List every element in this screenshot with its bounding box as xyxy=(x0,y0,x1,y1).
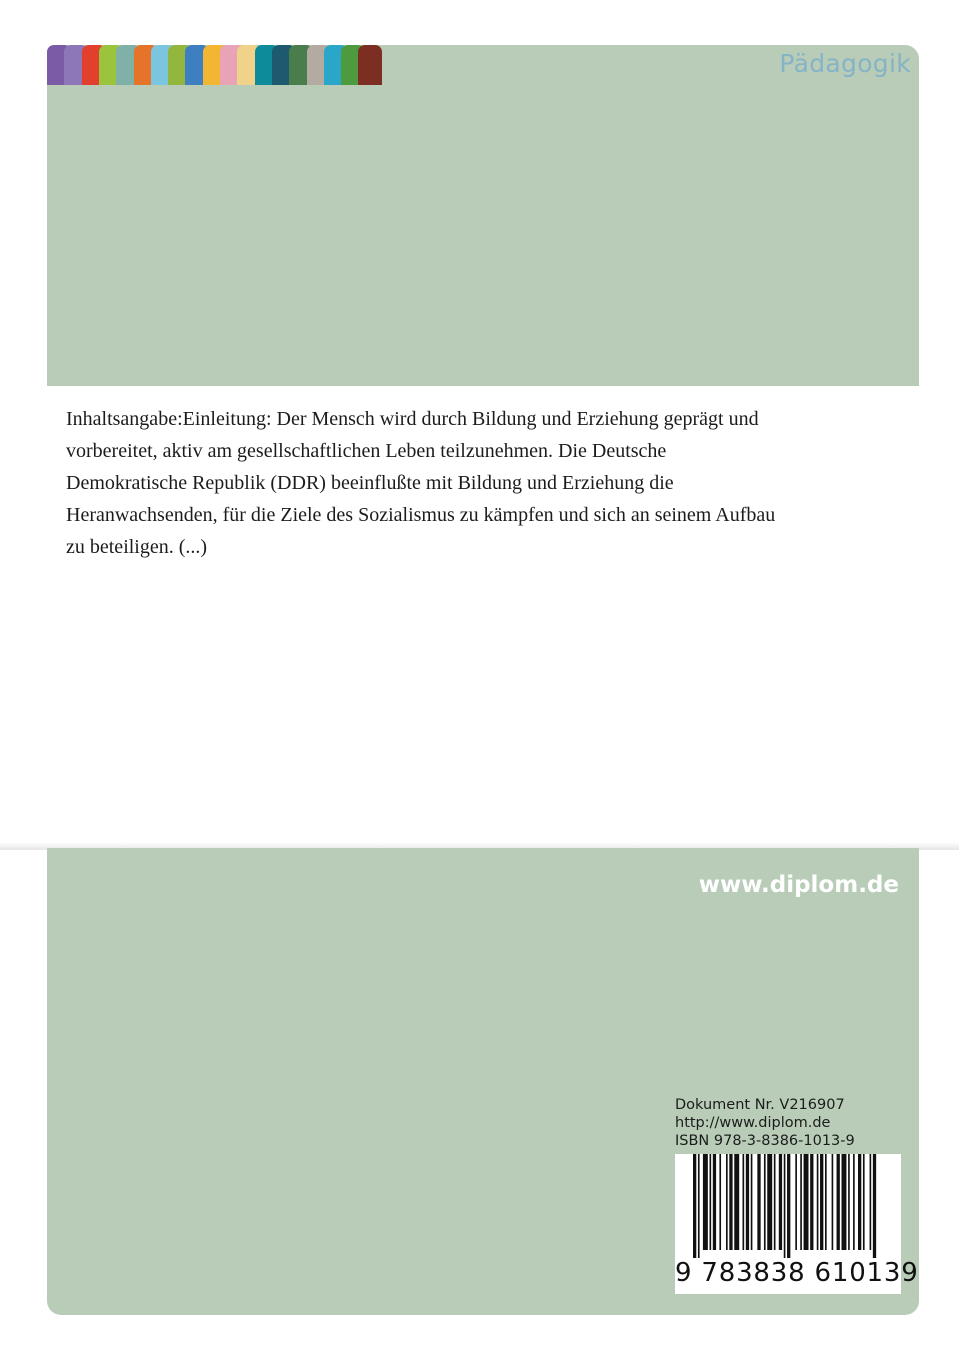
barcode-bar xyxy=(842,1154,847,1250)
barcode-bar xyxy=(787,1154,790,1258)
bottom-cover-panel xyxy=(47,848,919,1315)
barcode-bar xyxy=(751,1154,753,1250)
barcode-bar xyxy=(820,1154,823,1250)
barcode-bar xyxy=(746,1154,749,1250)
barcode-bar xyxy=(703,1154,708,1250)
barcode-bar xyxy=(784,1154,786,1258)
website-label: www.diplom.de xyxy=(698,872,899,898)
barcode-bar xyxy=(710,1154,712,1250)
book-blurb: Inhaltsangabe:Einleitung: Der Mensch wird durch Bildung und Erziehung geprägt und vorbereitet, aktiv am gesellschaftlichen Leben teilzunehmen. Die Deutsche Demokratische Republik (DDR) beeinflußte mit Bildung und Erziehung die Heranwachsenden, für die Ziele des Sozialismus zu kämpfen und sich an seinem Aufbau zu beteiligen. (...) xyxy=(66,408,776,558)
barcode-bar xyxy=(743,1154,745,1250)
category-label: Pädagogik xyxy=(779,49,911,78)
barcode-bar xyxy=(767,1154,772,1250)
barcode-bar xyxy=(764,1154,766,1250)
document-url: http://www.diplom.de xyxy=(675,1115,831,1131)
barcode-bar xyxy=(825,1154,827,1250)
isbn-number: ISBN 978-3-8386-1013-9 xyxy=(675,1133,855,1149)
barcode-bar xyxy=(873,1154,876,1258)
barcode-bar xyxy=(810,1154,813,1250)
barcode-bar xyxy=(774,1154,776,1250)
barcode-bar xyxy=(779,1154,782,1250)
barcode-bar xyxy=(858,1154,861,1250)
barcode-bar xyxy=(870,1154,872,1250)
barcode-bar xyxy=(853,1154,855,1250)
document-info xyxy=(675,1096,855,1150)
barcode-bar xyxy=(726,1154,728,1250)
barcode-bar xyxy=(863,1154,865,1250)
barcode-digits: 9 783838 610139 xyxy=(675,1258,919,1288)
barcode-bar xyxy=(757,1154,760,1250)
barcode-bar xyxy=(795,1154,797,1250)
barcode-bar xyxy=(817,1154,819,1250)
barcode-bar xyxy=(713,1154,716,1250)
barcode-bar xyxy=(848,1154,850,1250)
color-tab xyxy=(358,45,382,85)
document-number: Dokument Nr. V216907 xyxy=(675,1097,845,1113)
top-cover-panel xyxy=(47,45,919,386)
barcode-bar xyxy=(719,1154,721,1250)
barcode-bar xyxy=(698,1154,700,1258)
barcode-bar xyxy=(837,1154,840,1250)
barcode-bars-icon xyxy=(693,1154,883,1258)
barcode-bar xyxy=(734,1154,739,1250)
barcode-bar xyxy=(693,1154,696,1258)
isbn-barcode xyxy=(675,1154,919,1294)
barcode-bar xyxy=(800,1154,802,1250)
barcode-bar xyxy=(729,1154,732,1250)
barcode-bar xyxy=(804,1154,809,1250)
barcode-bar xyxy=(832,1154,834,1250)
